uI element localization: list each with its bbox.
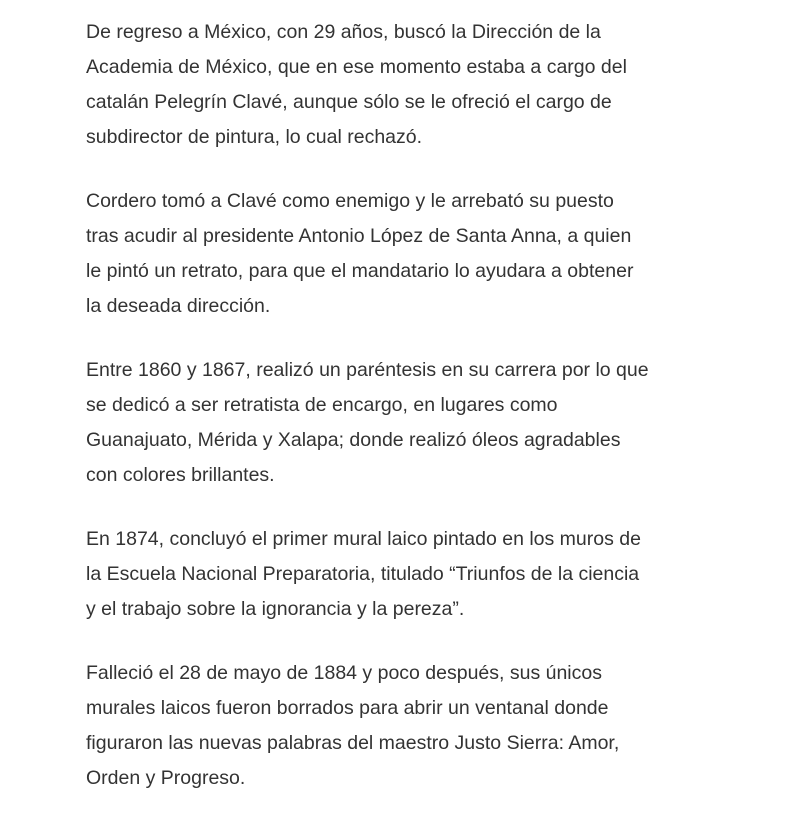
paragraph-line: tras acudir al presidente Antonio López de Santa Anna, a quien <box>86 225 632 247</box>
paragraph-2 <box>86 184 726 324</box>
paragraph-line: Entre 1860 y 1867, realizó un paréntesis en su carrera por lo que <box>86 359 649 381</box>
article-body <box>86 15 726 825</box>
paragraph-line: la deseada dirección. <box>86 295 271 317</box>
paragraph-5 <box>86 656 726 796</box>
paragraph-1 <box>86 15 726 155</box>
paragraph-4 <box>86 522 726 627</box>
paragraph-line: En 1874, concluyó el primer mural laico pintado en los muros de <box>86 528 641 550</box>
paragraph-line: Cordero tomó a Clavé como enemigo y le arrebató su puesto <box>86 190 614 212</box>
paragraph-3 <box>86 353 726 493</box>
paragraph-line: Orden y Progreso. <box>86 767 246 789</box>
paragraph-line: y el trabajo sobre la ignorancia y la pereza”. <box>86 598 465 620</box>
paragraph-line: Falleció el 28 de mayo de 1884 y poco después, sus únicos <box>86 662 602 684</box>
paragraph-line: catalán Pelegrín Clavé, aunque sólo se le ofreció el cargo de <box>86 91 612 113</box>
paragraph-line: le pintó un retrato, para que el mandatario lo ayudara a obtener <box>86 260 634 282</box>
paragraph-line: figuraron las nuevas palabras del maestro Justo Sierra: Amor, <box>86 732 620 754</box>
paragraph-line: murales laicos fueron borrados para abrir un ventanal donde <box>86 697 609 719</box>
paragraph-line: la Escuela Nacional Preparatoria, titulado “Triunfos de la ciencia <box>86 563 640 585</box>
paragraph-line: Guanajuato, Mérida y Xalapa; donde realizó óleos agradables <box>86 429 621 451</box>
paragraph-line: con colores brillantes. <box>86 464 275 486</box>
paragraph-line: subdirector de pintura, lo cual rechazó. <box>86 126 423 148</box>
paragraph-line: De regreso a México, con 29 años, buscó la Dirección de la <box>86 21 601 43</box>
paragraph-line: se dedicó a ser retratista de encargo, en lugares como <box>86 394 558 416</box>
paragraph-line: Academia de México, que en ese momento estaba a cargo del <box>86 56 627 78</box>
